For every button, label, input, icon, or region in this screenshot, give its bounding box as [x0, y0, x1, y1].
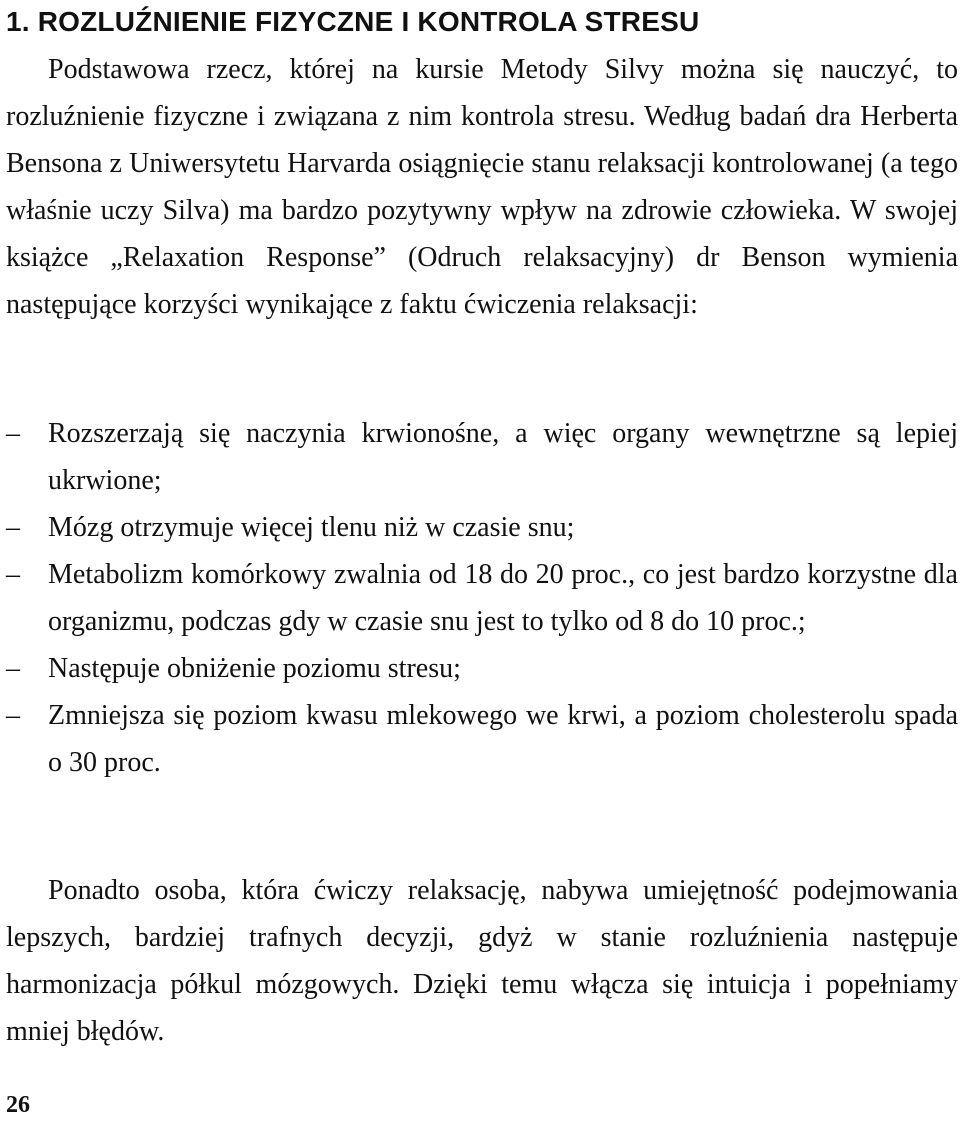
list-item	[6, 551, 958, 645]
list-item	[6, 692, 958, 786]
list-dash: –	[6, 653, 20, 684]
list-dash: –	[6, 559, 20, 590]
list-item	[6, 504, 958, 551]
intro-paragraph: Podstawowa rzecz, której na kursie Metody Silvy można się nauczyć, to rozluźnienie fizyczne i związana z nim kontrola stresu. Według badań dra Herberta Bensona z Uniwersytetu Harvarda osiągnięcie stanu relaksacji kontrolowanej (a tego właśnie uczy Silva) ma bardzo pozytywny wpływ na zdrowie człowieka. W swojej książce „Relaxation Response” (Odruch relaksacyjny) dr Benson wymienia następujące korzyści wynikające z faktu ćwiczenia relaksacji:	[6, 54, 958, 320]
list-item	[6, 410, 958, 504]
list-dash: –	[6, 700, 20, 731]
closing-paragraph: Ponadto osoba, która ćwiczy relaksację, nabywa umiejętność podejmowania lepszych, bardziej trafnych decyzji, gdyż w stanie rozluźnienia następuje harmonizacja półkul mózgowych. Dzięki temu włącza się intuicja i popełniamy mniej błędów.	[6, 875, 958, 1047]
benefits-list	[6, 410, 958, 786]
page-number: 26	[6, 1092, 30, 1118]
section-heading: 1. ROZLUŹNIENIE FIZYCZNE I KONTROLA STRESU	[6, 6, 700, 37]
list-item-text: Następuje obniżenie poziomu stresu;	[48, 653, 461, 684]
list-dash: –	[6, 512, 20, 543]
list-item-text: Mózg otrzymuje więcej tlenu niż w czasie snu;	[48, 512, 575, 543]
list-item-text: Metabolizm komórkowy zwalnia od 18 do 20 proc., co jest bardzo korzystne dla organizmu, podczas gdy w czasie snu jest to tylko od 8 do 10 proc.;	[48, 559, 958, 637]
list-dash: –	[6, 418, 20, 449]
list-item-text: Zmniejsza się poziom kwasu mlekowego we krwi, a poziom cholesterolu spada o 30 proc.	[48, 700, 958, 778]
list-item-text: Rozszerzają się naczynia krwionośne, a więc organy wewnętrzne są lepiej ukrwione;	[48, 418, 958, 496]
list-item	[6, 645, 958, 692]
